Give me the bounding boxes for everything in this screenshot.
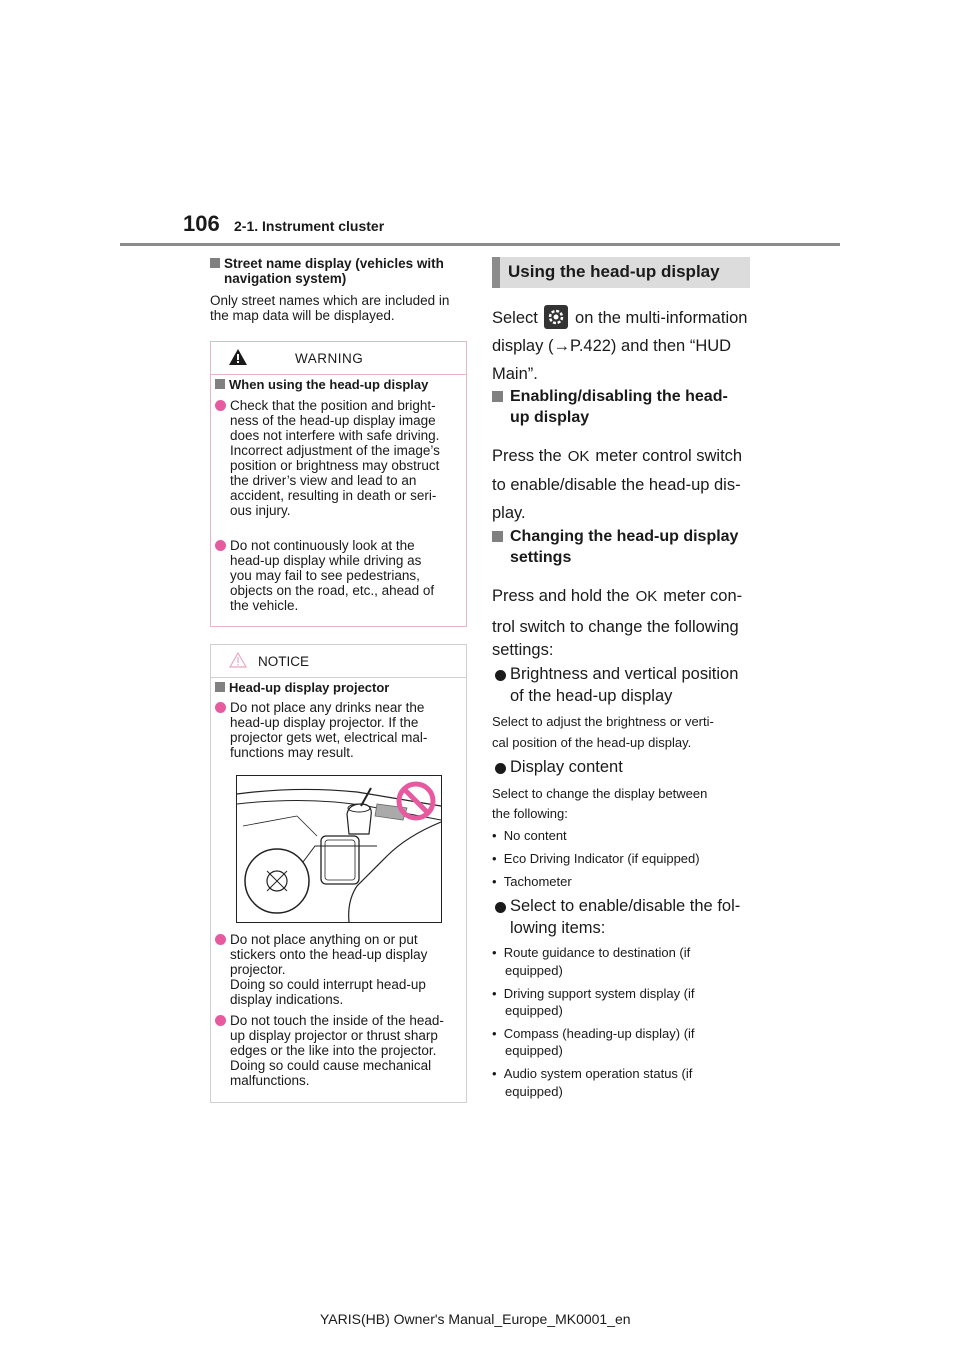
notice-title: NOTICE	[258, 654, 310, 669]
round-bullet-icon	[495, 902, 506, 913]
intro-line-1: Select on the multi-information	[492, 305, 752, 329]
square-bullet-icon	[492, 531, 503, 542]
brightness-desc-1: Select to adjust the brightness or verti-	[492, 714, 714, 729]
ok-button-glyph: OK	[635, 588, 658, 605]
subheading-enable-disable: Enabling/disabling the head- up display	[492, 387, 752, 429]
header-rule	[120, 243, 840, 246]
notice-box	[210, 644, 467, 1103]
list-item-cont: equipped)	[505, 1084, 563, 1099]
setting-enable-items: Select to enable/disable the fol-	[510, 897, 741, 915]
square-bullet-icon	[210, 258, 220, 268]
notice-header	[211, 645, 466, 678]
settings-gear-icon	[544, 305, 568, 329]
circle-bullet-icon	[215, 1015, 226, 1026]
round-bullet-icon	[495, 670, 506, 681]
notice-icon	[229, 652, 247, 668]
notice-item: Do not place anything on or put stickers onto the head-up display projector. Doing so could interrupt head-up display indications.	[215, 932, 465, 1007]
square-bullet-icon	[492, 391, 503, 402]
circle-bullet-icon	[215, 540, 226, 551]
square-bullet-icon	[215, 682, 225, 692]
hold-line-3: settings:	[492, 641, 554, 659]
list-item-cont: equipped)	[505, 1043, 563, 1058]
setting-display-content: Display content	[510, 758, 623, 776]
notice-heading: Head-up display projector	[215, 680, 389, 695]
list-item-cont: equipped)	[505, 1003, 563, 1018]
press-line-3: play.	[492, 504, 526, 522]
hold-line-2: trol switch to change the following	[492, 618, 739, 636]
ok-button-glyph: OK	[567, 448, 590, 465]
subheading-changing-settings: Changing the head-up display settings	[492, 527, 752, 569]
warning-header	[211, 342, 466, 375]
circle-bullet-icon	[215, 702, 226, 713]
list-item: • Compass (heading-up display) (if	[492, 1026, 695, 1041]
notice-item: Do not touch the inside of the head- up display projector or thrust sharp edges or the like into the projector. Doing so could cause mechanical malfunctions.	[215, 1013, 465, 1088]
warning-icon	[229, 349, 247, 365]
section-banner: Using the head-up display	[492, 257, 750, 288]
circle-bullet-icon	[215, 400, 226, 411]
street-name-heading: Street name display (vehicles with navigation system)	[210, 256, 470, 286]
setting-brightness-line2: of the head-up display	[510, 687, 673, 705]
footer-manual-id: YARIS(HB) Owner's Manual_Europe_MK0001_en	[320, 1311, 631, 1327]
brightness-desc-2: cal position of the head-up display.	[492, 735, 692, 750]
intro-line-3: Main”.	[492, 365, 538, 383]
circle-bullet-icon	[215, 934, 226, 945]
list-item: • Audio system operation status (if	[492, 1066, 693, 1081]
press-line-1: Press the OK meter control switch	[492, 447, 743, 465]
notice-item: Do not place any drinks near the head-up display projector. If the projector gets wet, electrical mal- functions may result.	[215, 700, 465, 760]
list-item: • No content	[492, 828, 567, 843]
page-number: 106	[183, 211, 220, 236]
list-item: • Driving support system display (if	[492, 986, 695, 1001]
display-content-desc-2: the following:	[492, 806, 568, 821]
setting-enable-items-line2: lowing items:	[510, 919, 606, 937]
section-title: 2-1. Instrument cluster	[234, 218, 385, 234]
prohibited-icon	[395, 780, 437, 822]
list-item-cont: equipped)	[505, 963, 563, 978]
warning-title: WARNING	[295, 351, 364, 366]
intro-line-2: display (→P.422) and then “HUD	[492, 337, 732, 355]
list-item: • Eco Driving Indicator (if equipped)	[492, 851, 700, 866]
projector-illustration	[236, 775, 442, 923]
list-item: • Route guidance to destination (if	[492, 945, 691, 960]
list-item: • Tachometer	[492, 874, 572, 889]
setting-brightness: Brightness and vertical position	[510, 665, 739, 683]
hold-line-1: Press and hold the OK meter con-	[492, 587, 743, 605]
display-content-desc-1: Select to change the display between	[492, 786, 708, 801]
press-line-2: to enable/disable the head-up dis-	[492, 476, 741, 494]
warning-item: Check that the position and bright- ness of the head-up display image does not interfere with safe driving. Incorrect adjustment of the image’s position or brightness may obstruct the driver’s view and lead to an accident, resulting in death or seri- ous injury.	[215, 398, 465, 518]
street-name-paragraph: Only street names which are included in the map data will be displayed.	[210, 293, 450, 323]
warning-box	[210, 341, 467, 627]
square-bullet-icon	[215, 379, 225, 389]
round-bullet-icon	[495, 763, 506, 774]
warning-heading: When using the head-up display	[215, 377, 428, 392]
warning-item: Do not continuously look at the head-up display while driving as you may fail to see pedestrians, objects on the road, etc., ahead of the vehicle.	[215, 538, 465, 613]
